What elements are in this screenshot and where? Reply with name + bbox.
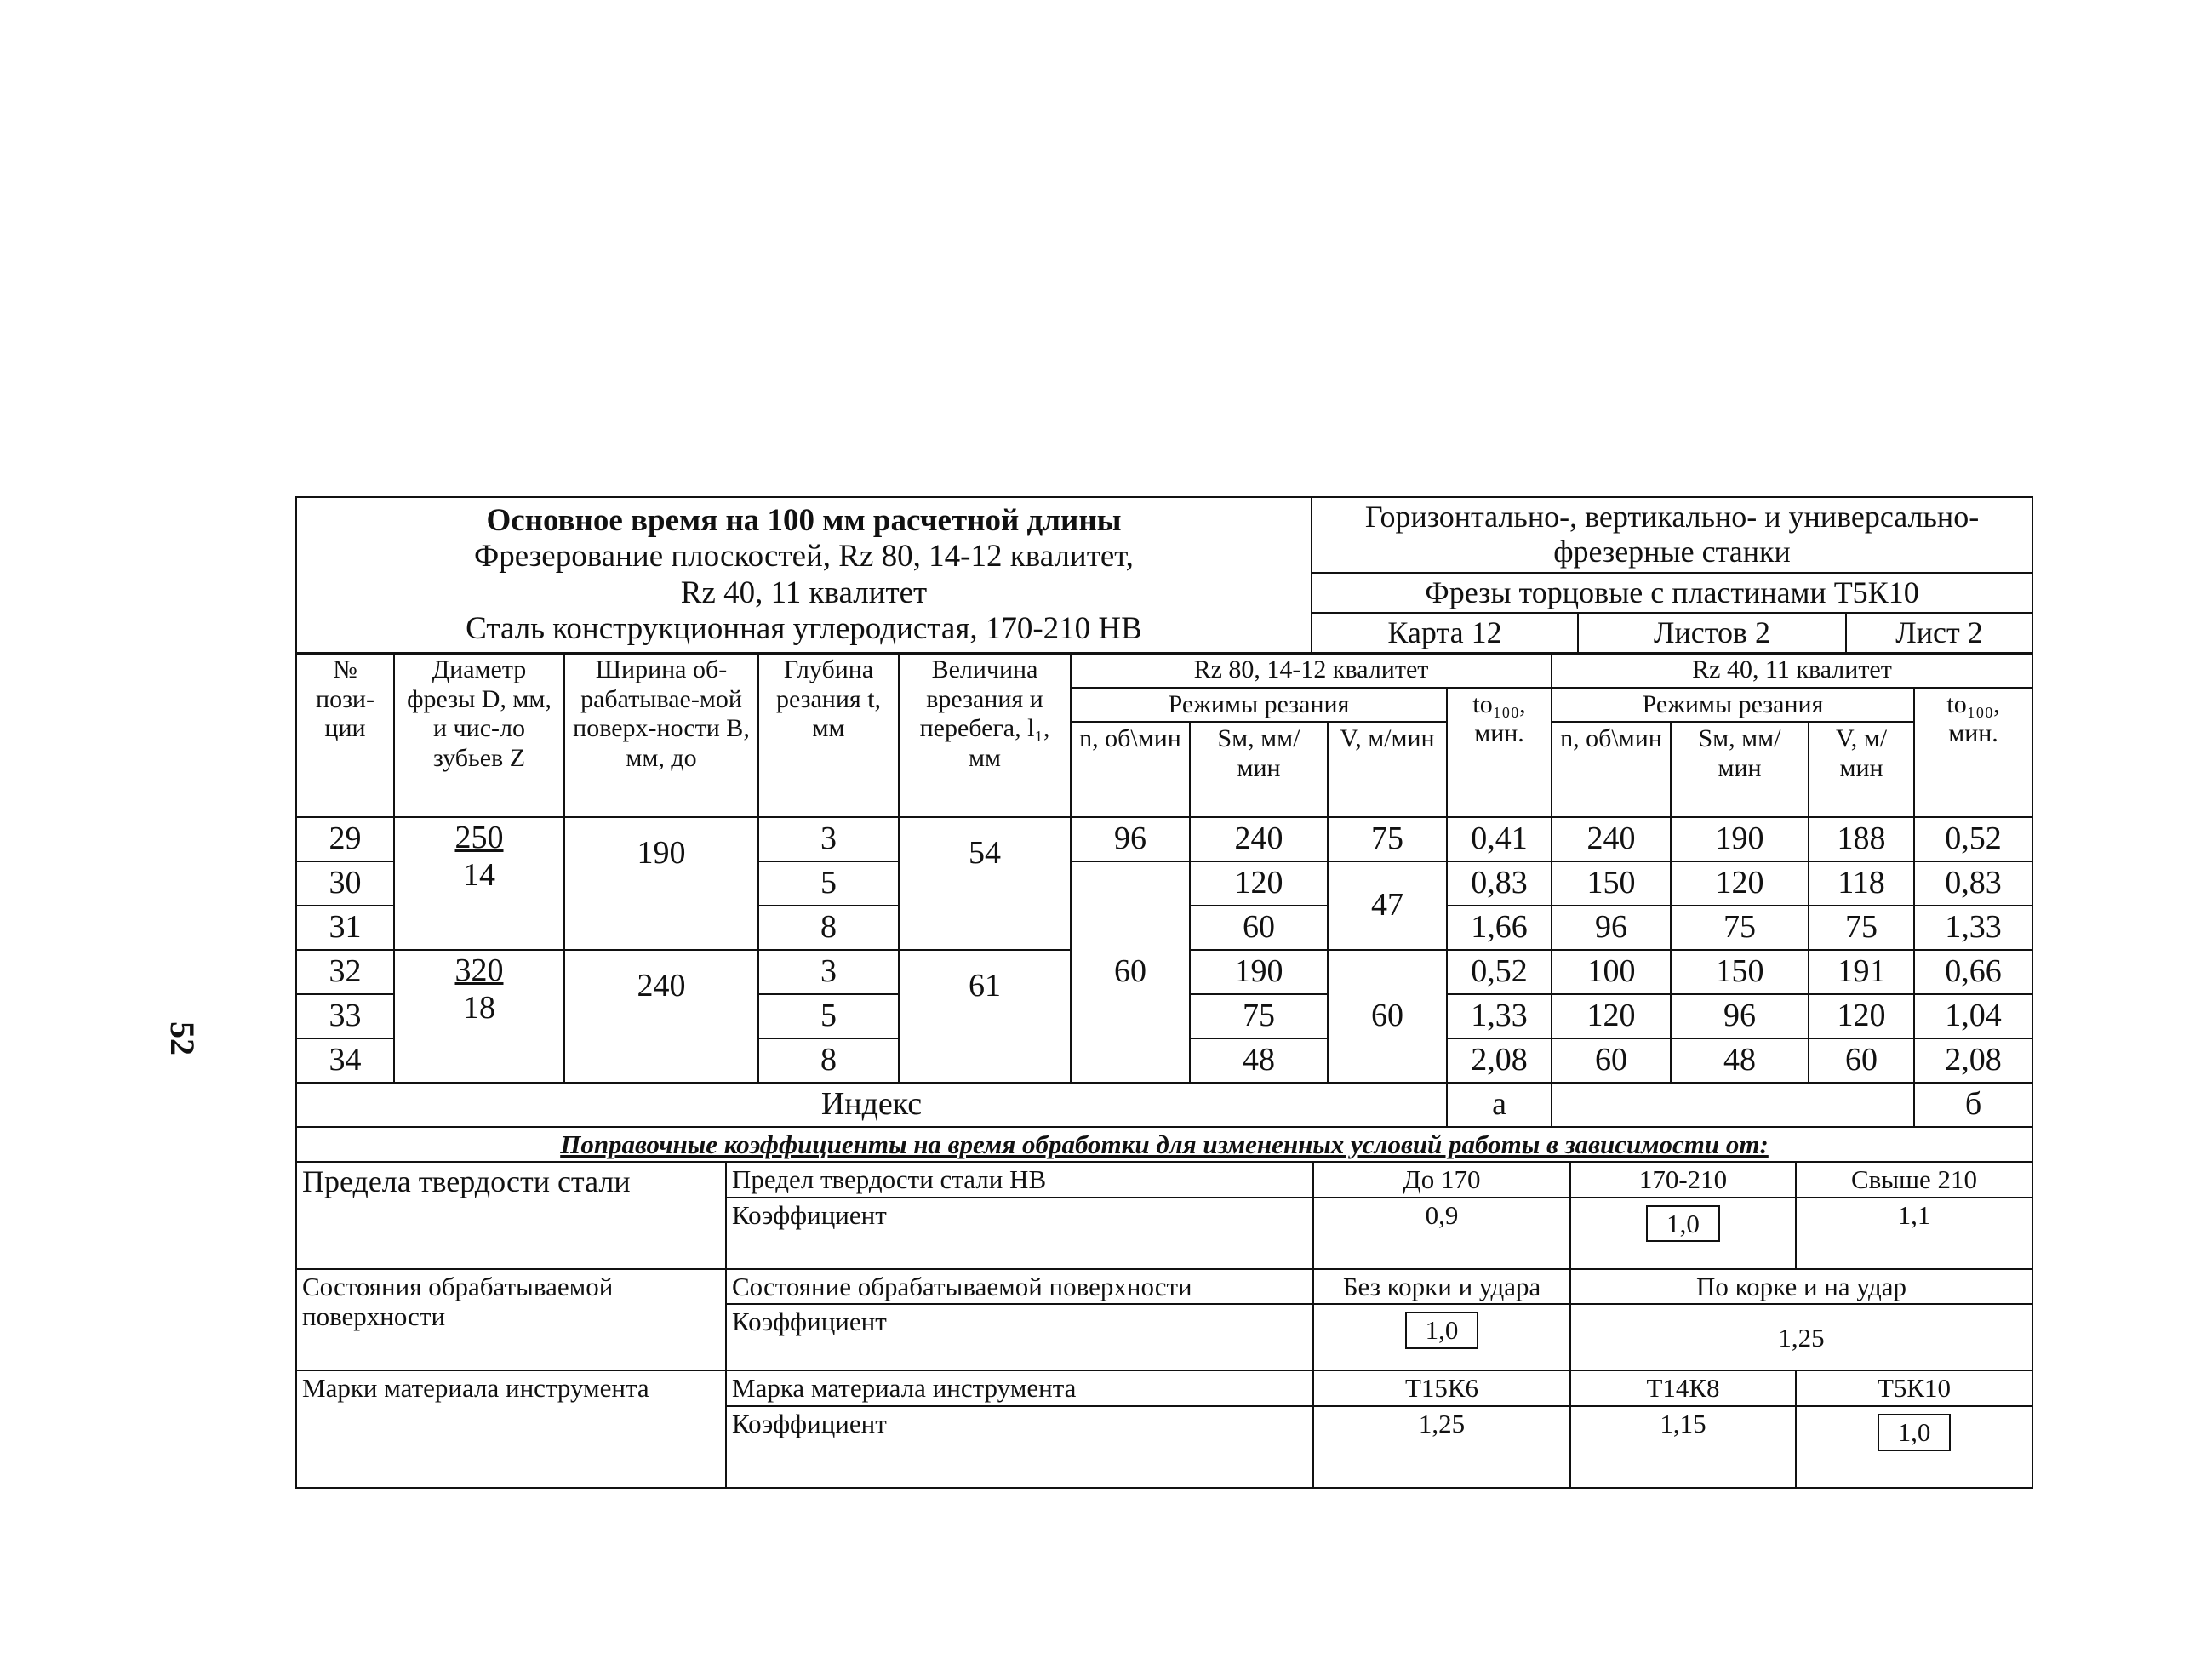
col-sm-rz40: Sм, мм/мин [1671, 722, 1809, 817]
v-merged-a: 47 [1328, 861, 1447, 950]
corrections-title: Поправочные коэффициенты на время обработки для измененных условий работы в зависимости от: [296, 1127, 2032, 1163]
main-title: Основное время на 100 мм расчетной длины [486, 502, 1122, 538]
machines-label: Горизонтально-, вертикально- и универсально-фрезерные станки [1312, 497, 2032, 573]
sm2-cell: 96 [1671, 994, 1809, 1038]
sm-cell: 48 [1190, 1038, 1328, 1083]
index-blank [1552, 1083, 1914, 1127]
n2-cell: 60 [1552, 1038, 1671, 1083]
width-group-1: 190 [564, 817, 758, 950]
title-line-3: Rz 40, 11 квалитет [680, 575, 928, 610]
material-c3: Т5К10 [1796, 1370, 2032, 1406]
col-width: Ширина об-рабатывае-мой поверх-ности В, мм, до [564, 653, 758, 817]
v2-cell: 120 [1809, 994, 1914, 1038]
surface-c1: Без корки и удара [1313, 1269, 1570, 1305]
depth-cell: 8 [758, 906, 899, 950]
sm2-cell: 120 [1671, 861, 1809, 906]
surface-k1: 1,0 [1405, 1312, 1479, 1349]
col-sm-rz80: Sм, мм/мин [1190, 722, 1328, 817]
col-to-rz80: to₁₀₀, мин. [1447, 688, 1552, 818]
to-cell: 1,33 [1447, 994, 1552, 1038]
header-table [295, 496, 2033, 655]
col-pos: № пози-ции [296, 653, 394, 817]
to-cell: 2,08 [1447, 1038, 1552, 1083]
width-group-2: 240 [564, 950, 758, 1083]
sm-cell: 240 [1190, 817, 1328, 861]
group-rz80: Rz 80, 14-12 квалитет [1071, 653, 1552, 688]
surface-k1-cell [1313, 1304, 1570, 1370]
teeth-value: 18 [463, 989, 495, 1026]
material-c1: Т15К6 [1313, 1370, 1570, 1406]
to-cell: 1,66 [1447, 906, 1552, 950]
col-v-rz40: V, м/мин [1809, 722, 1914, 817]
col-n-rz40: n, об\мин [1552, 722, 1671, 817]
material-k1: 1,25 [1313, 1406, 1570, 1488]
v-merged-b: 60 [1328, 950, 1447, 1083]
n2-cell: 100 [1552, 950, 1671, 994]
modes-rz40: Режимы резания [1552, 688, 1914, 723]
index-b: б [1914, 1083, 2032, 1127]
n-merged: 60 [1071, 861, 1190, 1083]
index-label: Индекс [296, 1083, 1447, 1127]
pos-cell: 29 [296, 817, 394, 861]
surface-k2: 1,25 [1570, 1304, 2032, 1370]
pos-cell: 30 [296, 861, 394, 906]
n-cell: 96 [1071, 817, 1190, 861]
hardness-c2: 170-210 [1570, 1162, 1796, 1198]
surface-factor: Состояния обрабатываемой поверхности [296, 1269, 726, 1371]
surface-c2: По корке и на удар [1570, 1269, 2032, 1305]
v2-cell: 60 [1809, 1038, 1914, 1083]
overrun-group-2: 61 [899, 950, 1071, 1083]
norm-card [295, 496, 2032, 1489]
v2-cell: 188 [1809, 817, 1914, 861]
surface-coef-label: Коэффициент [726, 1304, 1313, 1370]
hardness-c3: Свыше 210 [1796, 1162, 2032, 1198]
depth-cell: 5 [758, 994, 899, 1038]
col-depth: Глубина резания t, мм [758, 653, 899, 817]
to2-cell: 0,83 [1914, 861, 2032, 906]
col-diameter: Диаметр фрезы D, мм, и чис-ло зубьев Z [394, 653, 564, 817]
material-factor: Марки материала инструмента [296, 1370, 726, 1488]
to2-cell: 1,04 [1914, 994, 2032, 1038]
hardness-factor: Предела твердости стали [296, 1162, 726, 1269]
sm2-cell: 150 [1671, 950, 1809, 994]
page-number: 52 [163, 1021, 202, 1055]
hardness-coef-label: Коэффициент [726, 1198, 1313, 1269]
hardness-k3: 1,1 [1796, 1198, 2032, 1269]
hardness-row-label: Предел твердости стали НВ [726, 1162, 1313, 1198]
sm2-cell: 190 [1671, 817, 1809, 861]
to-cell: 0,52 [1447, 950, 1552, 994]
to2-cell: 2,08 [1914, 1038, 2032, 1083]
pos-cell: 34 [296, 1038, 394, 1083]
to-cell: 0,41 [1447, 817, 1552, 861]
corrections-table [295, 1126, 2033, 1490]
sm-cell: 190 [1190, 950, 1328, 994]
depth-cell: 5 [758, 861, 899, 906]
sm2-cell: 75 [1671, 906, 1809, 950]
sm-cell: 60 [1190, 906, 1328, 950]
n2-cell: 96 [1552, 906, 1671, 950]
hardness-k2: 1,0 [1646, 1205, 1720, 1243]
v-cell: 75 [1328, 817, 1447, 861]
hardness-k2-cell [1570, 1198, 1796, 1269]
material-k3: 1,0 [1878, 1414, 1952, 1451]
surface-row-label: Состояние обрабатываемой поверхности [726, 1269, 1313, 1305]
material-row-label: Марка материала инструмента [726, 1370, 1313, 1406]
teeth-value: 14 [463, 856, 495, 893]
material-k3-cell [1796, 1406, 2032, 1488]
col-overrun: Величина врезания и перебега, l₁, мм [899, 653, 1071, 817]
sm-cell: 75 [1190, 994, 1328, 1038]
title-line-4: Сталь конструкционная углеродистая, 170-210 НВ [466, 611, 1142, 647]
col-to-rz40: to₁₀₀, мин. [1914, 688, 2032, 818]
sheet-number: Лист 2 [1846, 613, 2032, 653]
sheets-count: Листов 2 [1578, 613, 1846, 653]
modes-rz80: Режимы резания [1071, 688, 1447, 723]
diameter-value: 250 [454, 820, 504, 856]
material-k2: 1,15 [1570, 1406, 1796, 1488]
to2-cell: 0,52 [1914, 817, 2032, 861]
group-rz40: Rz 40, 11 квалитет [1552, 653, 2032, 688]
card-number: Карта 12 [1312, 613, 1578, 653]
hardness-c1: До 170 [1313, 1162, 1570, 1198]
index-a: а [1447, 1083, 1552, 1127]
depth-cell: 8 [758, 1038, 899, 1083]
pos-cell: 31 [296, 906, 394, 950]
pos-cell: 32 [296, 950, 394, 994]
diameter-group-1 [394, 817, 564, 950]
to2-cell: 1,33 [1914, 906, 2032, 950]
to-cell: 0,83 [1447, 861, 1552, 906]
col-n-rz80: n, об\мин [1071, 722, 1190, 817]
sm2-cell: 48 [1671, 1038, 1809, 1083]
tool-label: Фрезы торцовые с пластинами Т5К10 [1312, 573, 2032, 613]
diameter-value: 320 [454, 952, 504, 989]
hardness-k1: 0,9 [1313, 1198, 1570, 1269]
title-block [296, 497, 1312, 654]
diameter-group-2 [394, 950, 564, 1083]
v2-cell: 118 [1809, 861, 1914, 906]
sm-cell: 120 [1190, 861, 1328, 906]
title-line-2: Фрезерование плоскостей, Rz 80, 14-12 квалитет, [474, 539, 1134, 575]
pos-cell: 33 [296, 994, 394, 1038]
to2-cell: 0,66 [1914, 950, 2032, 994]
overrun-group-1: 54 [899, 817, 1071, 950]
n2-cell: 150 [1552, 861, 1671, 906]
material-coef-label: Коэффициент [726, 1406, 1313, 1488]
material-c2: Т14К8 [1570, 1370, 1796, 1406]
main-table [295, 652, 2033, 1128]
col-v-rz80: V, м/мин [1328, 722, 1447, 817]
v2-cell: 75 [1809, 906, 1914, 950]
depth-cell: 3 [758, 817, 899, 861]
n2-cell: 120 [1552, 994, 1671, 1038]
n2-cell: 240 [1552, 817, 1671, 861]
v2-cell: 191 [1809, 950, 1914, 994]
depth-cell: 3 [758, 950, 899, 994]
